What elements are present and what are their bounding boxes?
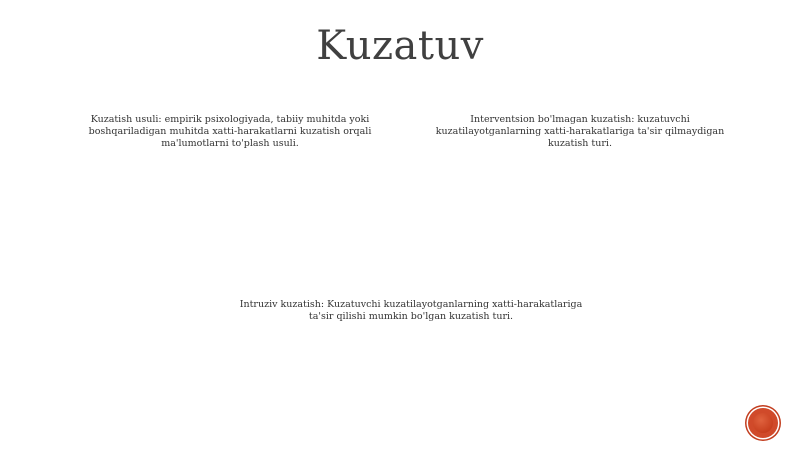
text-block-intrusive-observation: Intruziv kuzatish: Kuzatuvchi kuzatilayotganlarning xatti-harakatlariga ta'sir qilishi mumkin bo'lgan kuzatish turi. — [239, 299, 583, 322]
circle-nav-icon — [753, 413, 773, 433]
slide-nav-button[interactable] — [748, 408, 778, 438]
text-block-non-interventional-observation: Interventsion bo'lmagan kuzatish: kuzatuvchi kuzatilayotganlarning xatti-harakatlariga ta'sir qilmaydigan kuzatish turi. — [435, 114, 725, 149]
slide-title: Kuzatuv — [316, 23, 484, 69]
text-block-observation-method: Kuzatish usuli: empirik psixologiyada, tabiiy muhitda yoki boshqariladigan muhitda xatti-harakatlarni kuzatish orqali ma'lumotlarni to'plash usuli. — [88, 114, 372, 149]
